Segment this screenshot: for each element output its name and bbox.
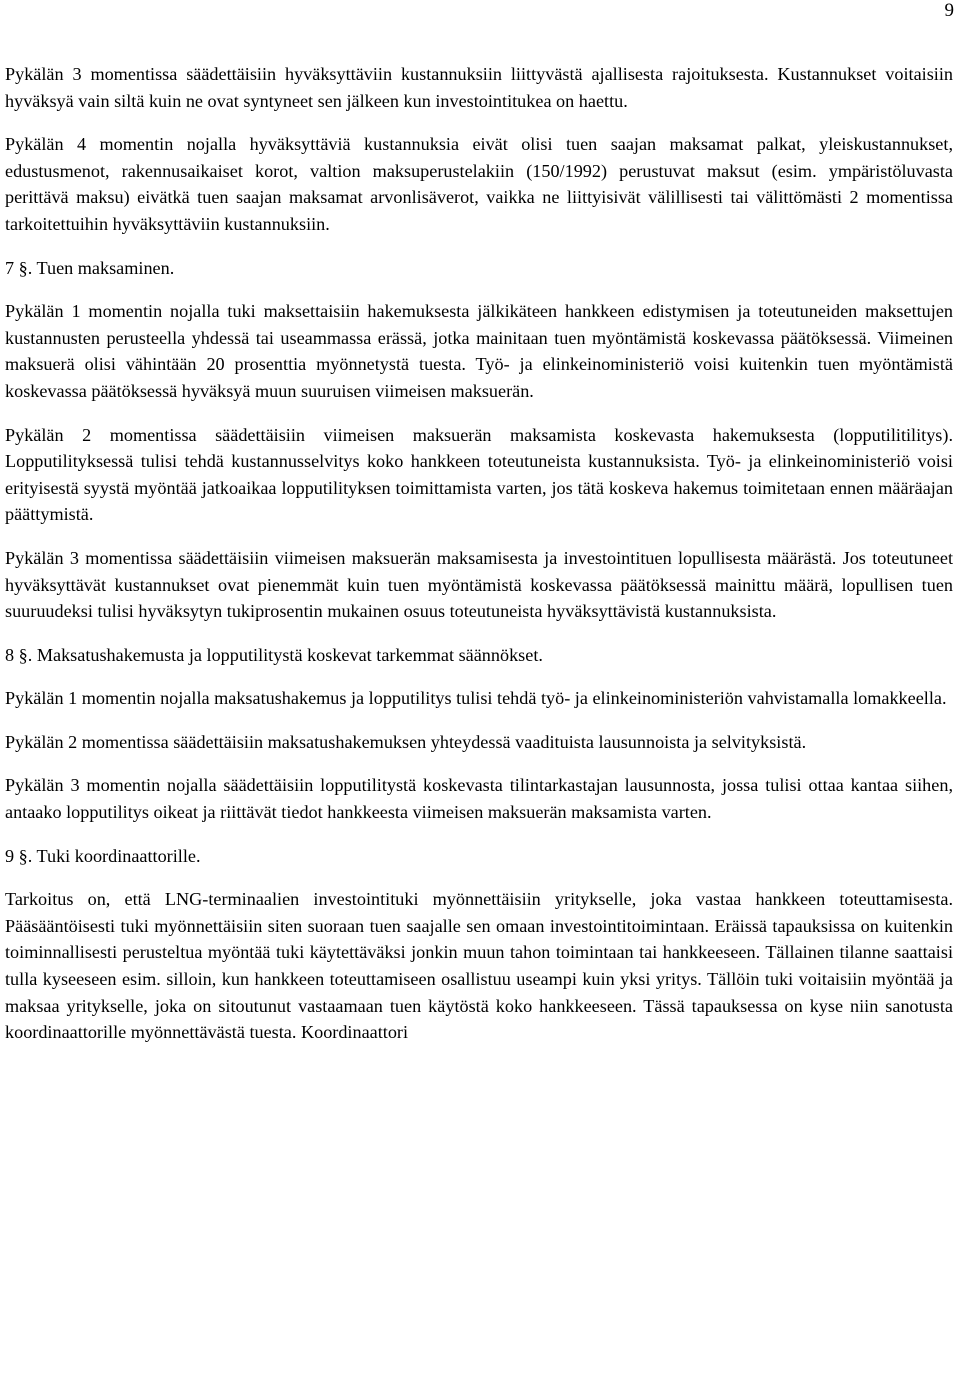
paragraph-coordinator: Tarkoitus on, että LNG-terminaalien investointituki myönnettäisiin yritykselle, joka vastaa hankkeen toteuttamisesta. Pääsääntöisesti tuki myönnettäisiin siten suoraan tuen saajalle sen omaan investointitoimintaan. Eräissä tapauksissa on kuitenkin toiminnallisesti perusteltua myöntää tuki käytettäväksi jonkin muun tahon toimintaan tai hankkeeseen. Tällainen tilanne saattaisi tulla kyseeseen esim. silloin, kun hankkeen toteuttamiseen osallistuu useampi kuin yksi yritys. Tällöin tuki voitaisiin myöntää ja maksaa yritykselle, joka on sitoutunut vastaamaan tuen käytöstä koko hankkeeseen. Tässä tapauksessa on kyse niin sanotusta koordinaattorille myönnettävästä tuesta. Koordinaattori xyxy=(5,889,953,1043)
paragraph-statements: Pykälän 2 momentissa säädettäisiin maksatushakemuksen yhteydessä vaadituista lausunnoista ja selvityksistä. xyxy=(5,731,807,752)
page-number: 9 xyxy=(944,0,954,21)
section-heading-8: 8 §. Maksatushakemusta ja lopputilitystä koskevat tarkemmat säännökset. xyxy=(5,644,543,665)
paragraph-payment-installments: Pykälän 1 momentin nojalla tuki maksettaisiin hakemuksesta jälkikäteen hankkeen edistymisen ja toteutuneiden maksettujen kustannusten perusteella yhdessä tai useammassa erässä, jotka mainitaan tuen myöntämistä koskevassa päätöksessä. Viimeinen maksuerä olisi vähintään 20 prosenttia myönnetystä tuesta. Työ- ja elinkeinoministeriö voisi kuitenkin tuen myöntämistä koskevassa päätöksessä hyväksyä muun suuruisen viimeisen maksuerän. xyxy=(5,301,953,401)
paragraph-final-account: Pykälän 2 momentissa säädettäisiin viimeisen maksuerän maksamista koskevasta hakemuksesta (lopputilitilitys). Lopputilityksessä tulisi tehdä kustannusselvitys koko hankkeen toteutuneista kustannuksista. Työ- ja elinkeinoministeriö voisi erityisestä syystä myöntää jatkoaikaa lopputilityksen toimittamista varten, jos tätä koskeva hakemus toimitetaan ennen määräajan päättymistä. xyxy=(5,424,953,525)
paragraph-auditor: Pykälän 3 momentin nojalla säädettäisiin lopputilitystä koskevasta tilintarkastajan lausunnosta, jossa tulisi ottaa kantaa siihen, antaako lopputilitys oikeat ja riittävät tiedot hankkeesta viimeisen maksuerän maksamista varten. xyxy=(5,775,953,823)
paragraph-time-limit: Pykälän 3 momentissa säädettäisiin hyväksyttäviin kustannuksiin liittyvästä ajallisesta rajoituksesta. Kustannukset voitaisiin hyväksyä vain siltä kuin ne ovat syntyneet sen jälkeen kun investointitukea on haettu. xyxy=(5,64,953,111)
paragraph-form: Pykälän 1 momentin nojalla maksatushakemus ja lopputilitys tulisi tehdä työ- ja elinkeinoministeriön vahvistamalla lomakkeella. xyxy=(5,688,947,709)
document-body xyxy=(5,61,953,1046)
paragraph-excluded-costs: Pykälän 4 momentin nojalla hyväksyttäviä kustannuksia eivät olisi tuen saajan maksamat palkat, yleiskustannukset, edustusmenot, rakennusaikaiset korot, valtion maksuperustelakiin (150/1992) perustuvat maksut (esim. ympäristöluvasta perittävä maksu) eivätkä tuen saajan maksamat arvonlisäverot, vaikka ne liittyisivät välillisesti tai välittömästi 2 momentissa tarkoitettuihin hyväksyttäviin kustannuksiin. xyxy=(5,134,953,234)
section-heading-9: 9 §. Tuki koordinaattorille. xyxy=(5,845,201,866)
paragraph-final-amount: Pykälän 3 momentissa säädettäisiin viimeisen maksuerän maksamisesta ja investointituen lopullisesta määrästä. Jos toteutuneet hyväksyttävät kustannukset ovat pienemmät kuin tuen myöntämistä koskevassa päätöksessä mainittu määrä, lopullisen tuen suuruudeksi tulisi hyväksytyn tukiprosentin mukainen osuus toteutuneista hyväksyttävistä kustannuksista. xyxy=(5,547,953,622)
section-heading-7: 7 §. Tuen maksaminen. xyxy=(5,257,175,278)
